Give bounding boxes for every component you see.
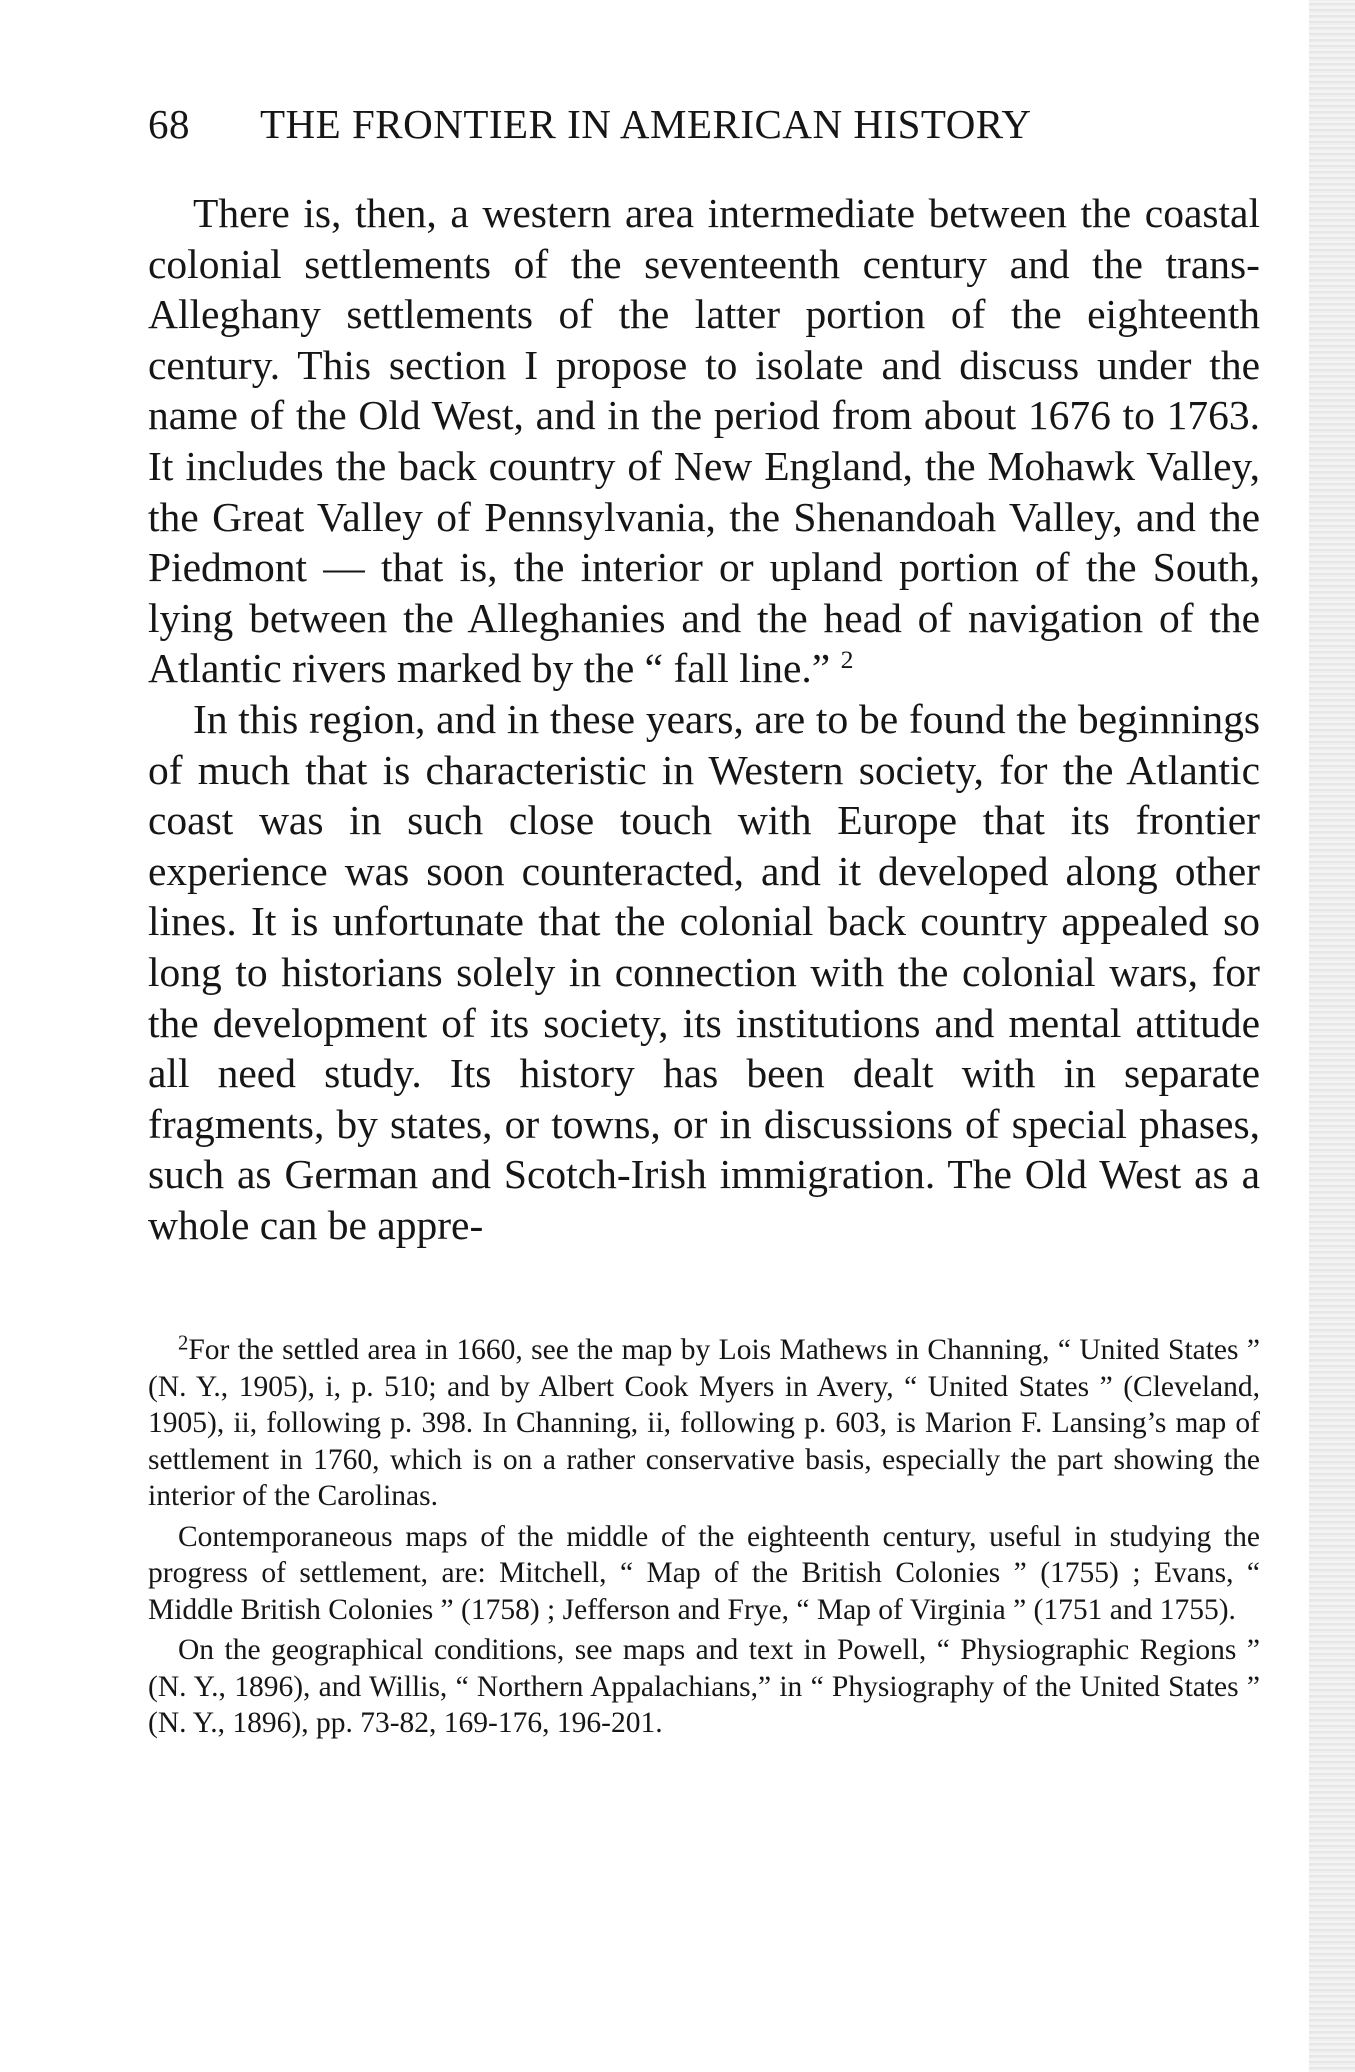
running-header <box>148 100 1278 148</box>
paragraph-2: In this region, and in these years, are to be found the beginnings of much that is characteristic in Western society, for the Atlantic coast was in such close touch with Europe that its frontier experience was soon counteracted, and it developed along other lines. It is unfortunate that the colonial back country appealed so long to historians solely in connection with the colonial wars, for the development of its society, its institutions and mental attitude all need study. Its history has been dealt with in separate fragments, by states, or towns, or in discussions of special phases, such as German and Scotch-Irish immigration. The Old West as a whole can be appre- <box>148 695 1260 1248</box>
running-title: THE FRONTIER IN AMERICAN HISTORY <box>260 101 1032 147</box>
body-text <box>148 188 1260 1250</box>
paragraph-1-text: There is, then, a western area intermediate between the coastal colonial settlements of the seventeenth century and the trans-Alleghany settlements of the latter portion of the eighteenth century. This section I propose to isolate and discuss under the name of the Old West, and in the period from about 1676 to 1763. It includes the back country of New England, the Mohawk Valley, the Great Valley of Pennsylvania, the Shenandoah Valley, and the Piedmont — that is, the interior or upland portion of the South, lying between the Alleghanies and the head of navigation of the Atlantic rivers marked by the “ fall line.” <box>148 190 1260 692</box>
footnote-3: On the geographical conditions, see maps and text in Powell, “ Physiographic Regions ” (N. Y., 1896), and Willis, “ Northern Appalachians,” in “ Physiography of the United States ” (N. Y., 1896), pp. 73-82, 169-176, 196-201. <box>148 1634 1260 1739</box>
footnote-1 <box>148 1332 1260 1515</box>
paragraph-1 <box>148 188 1260 694</box>
page-edge-shading <box>1309 0 1355 2072</box>
footnotes <box>148 1332 1260 1746</box>
footnote-number: 2 <box>178 1332 189 1355</box>
footnote-1-text: For the settled area in 1660, see the map by Lois Mathews in Channing, “ United States ” (N. Y., 1905), i, p. 510; and by Albert Cook Myers in Avery, “ United States ” (Cleveland, 1905), ii, following p. 398. In Channing, ii, following p. 603, is Marion F. Lansing’s map of settlement in 1760, which is on a rather conservative basis, especially the part showing the interior of the Carolinas. <box>148 1334 1260 1512</box>
page-number: 68 <box>148 101 190 147</box>
footnote-reference: 2 <box>840 645 854 675</box>
footnote-2: Contemporaneous maps of the middle of the eighteenth century, useful in studying the progress of settlement, are: Mitchell, “ Map of the British Colonies ” (1755) ; Evans, “ Middle British Colonies ” (1758) ; Jefferson and Frye, “ Map of Virginia ” (1751 and 1755). <box>148 1520 1260 1626</box>
